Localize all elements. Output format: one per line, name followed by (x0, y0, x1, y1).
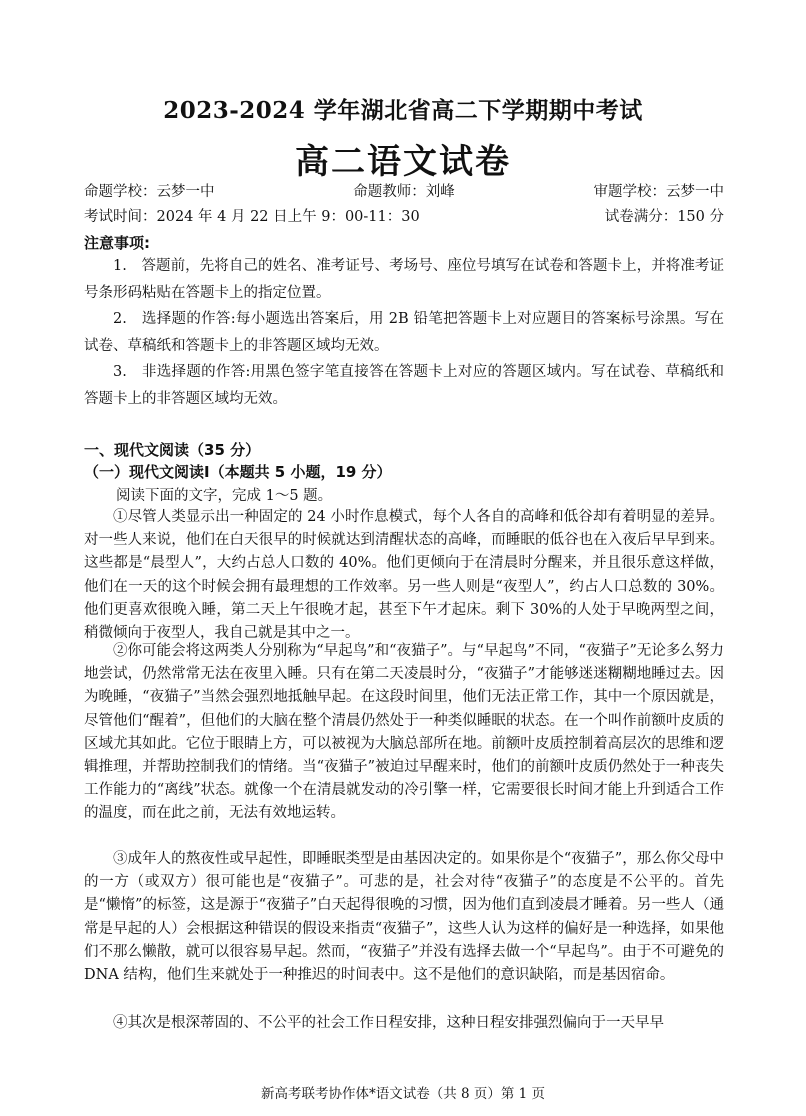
notice-item-2: 2. 选择题的作答:每小题选出答案后，用 2B 铅笔把答题卡上对应题目的答案标号涂黑。写在试卷、草稿纸和答题卡上的非答题区域均无效。 (84, 311, 724, 354)
paper-subtitle: 高二语文试卷 (295, 142, 511, 182)
page-footer: 新高考联考协作体*语文试卷（共 8 页）第 1 页 (260, 1086, 546, 1102)
exam-meta-row-1 (84, 180, 724, 201)
notice-item-3: 3. 非选择题的作答:用黑色签字笔直接答在答题卡上对应的答题区域内。写在试卷、草稿纸和答题卡上的非答题区域均无效。 (84, 364, 724, 407)
section-heading: 一、现代文阅读（35 分） (84, 441, 261, 459)
notice-item-1: 1. 答题前，先将自己的姓名、准考证号、考场号、座位号填写在试卷和答题卡上，并将准考证号条形码粘贴在答题卡上的指定位置。 (84, 258, 724, 301)
notice-heading: 注意事项: (84, 234, 150, 252)
exam-meta-row-2 (84, 205, 724, 226)
reading-instruction: 阅读下面的文字，完成 1～5 题。 (116, 488, 333, 504)
reviewing-school: 审题学校：云梦一中 (593, 184, 724, 200)
passage-paragraph-2: ②你可能会将这两类人分别称为“早起鸟”和“夜猫子”。与“早起鸟”不同，“夜猫子”无论多么努力地尝试，仍然常常无法在夜里入睡。只有在第二天凌晨时分，“夜猫子”才能够迷迷糊糊地睡过去。因为晚睡，“夜猫子”当然会强烈地抵触早起。在这段时间里，他们无法正常工作，其中一个原因就是，尽管他们“醒着”，但他们的大脑在整个清晨仍然处于一种类似睡眠的状态。在一个叫作前额叶皮质的区域尤其如此。它位于眼睛上方，可以被视为大脑总部所在地。前额叶皮质控制着高层次的思维和逻辑推理，并帮助控制我们的情绪。当“夜猫子”被迫过早醒来时，他们的前额叶皮质仍然处于一种丧失工作能力的“离线”状态。就像一个在清晨就发动的冷引擎一样，它需要很长时间才能上升到适合工作的温度，而在此之前，无法有效地运转。 (84, 643, 724, 822)
exam-time: 考试时间：2024 年 4 月 22 日上午 9：00-11：30 (84, 209, 420, 225)
full-score: 试卷满分：150 分 (604, 209, 724, 225)
exam-title: 2023-2024 学年湖北省高二下学期期中考试 (163, 97, 643, 124)
setting-teacher: 命题教师：刘峰 (353, 184, 455, 200)
passage-paragraph-1: ①尽管人类显示出一种固定的 24 小时作息模式，每个人各自的高峰和低谷却有着明显的差异。对一些人来说，他们在白天很早的时候就达到清醒状态的高峰，而睡眠的低谷也在入夜后早早到来。这些都是“晨型人”，大约占总人口数的 40%。他们更倾向于在清晨时分醒来，并且很乐意这样做，他们在一天的这个时候会拥有最理想的工作效率。另一些人则是“夜型人”，约占人口总数的 30%。他们更喜欢很晚入睡，第二天上午很晚才起，甚至下午才起床。剩下 30%的人处于早晚两型之间，稍微倾向于夜型人，我自己就是其中之一。 (84, 509, 724, 642)
passage-paragraph-3: ③成年人的熬夜性或早起性，即睡眠类型是由基因决定的。如果你是个“夜猫子”，那么你父母中的一方（或双方）很可能也是“夜猫子”。可悲的是，社会对待“夜猫子”的态度是不公平的。首先是“懒惰”的标签，这是源于“夜猫子”白天起得很晚的习惯，因为他们直到凌晨才睡着。另一些人（通常是早起的人）会根据这种错误的假设来指责“夜猫子”，这些人认为这样的偏好是一种选择，如果他们不那么懒散，就可以很容易早起。然而，“夜猫子”并没有选择去做一个“早起鸟”。由于不可避免的 DNA 结构，他们生来就处于一种推迟的时间表中。这不是他们的意识缺陷，而是基因宿命。 (84, 851, 724, 984)
subsection-heading: （一）现代文阅读Ⅰ（本题共 5 小题，19 分） (84, 463, 392, 481)
setting-school: 命题学校：云梦一中 (84, 184, 215, 200)
passage-paragraph-4: ④其次是根深蒂固的、不公平的社会工作日程安排，这种日程安排强烈偏向于一天早早 (113, 1015, 664, 1031)
